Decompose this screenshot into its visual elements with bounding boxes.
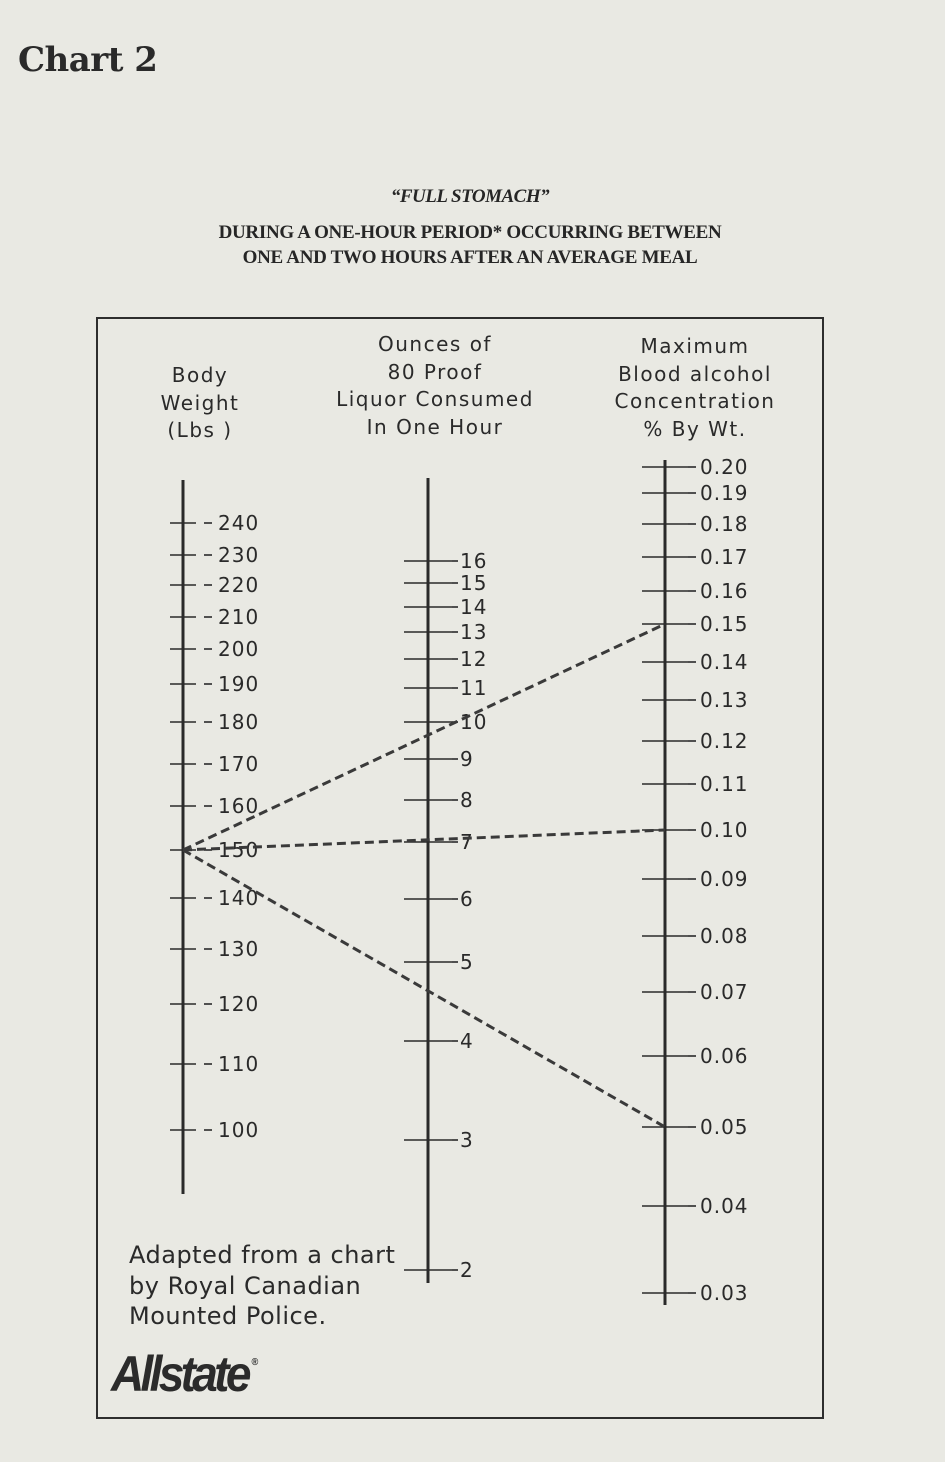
bac-tick-label: 0.17 [700,545,749,569]
bac-tick-label: 0.19 [700,481,749,505]
bac-axis-title-line: Maximum [640,334,750,358]
heading-line-2: ONE AND TWO HOURS AFTER AN AVERAGE MEAL [242,247,698,268]
bac-axis-title-line: % By Wt. [643,416,747,441]
logo-text: Allstate [111,1346,248,1402]
bac-tick-label: 0.06 [700,1044,749,1068]
bac-tick-label: 0.15 [700,612,749,636]
credit-note [129,1240,395,1332]
weight-tick-label: 180 [218,710,260,734]
ounces-tick-label: 3 [460,1128,474,1152]
bac-axis-title-line: Concentration [614,389,776,413]
example-dashed-line [183,850,665,1127]
bac-tick-label: 0.07 [700,980,749,1004]
bac-tick-label: 0.18 [700,512,749,536]
weight-tick-label: 170 [218,752,260,776]
weight-tick-label: 200 [218,637,260,661]
ounces-tick-label: 2 [460,1258,474,1282]
bac-tick-label: 0.04 [700,1194,749,1218]
ounces-tick-label: 11 [460,676,488,700]
ounces-tick-label: 15 [460,571,488,595]
ounces-tick-label: 6 [460,887,474,911]
weight-tick-label: 230 [218,543,260,567]
registered-mark: ® [251,1357,259,1368]
bac-axis-title-line: Blood alcohol [618,361,772,386]
bac-tick-label: 0.08 [700,924,749,948]
bac-tick-label: 0.12 [700,729,749,753]
credit-line: Adapted from a chart [129,1241,396,1269]
ounces-axis-title-line: Liquor Consumed [336,387,534,411]
weight-axis-title-line: Weight [160,390,240,415]
weight-tick-label: 190 [218,672,260,696]
weight-tick-label: 240 [218,511,260,535]
weight-axis-title-line: (Lbs ) [167,418,233,442]
ounces-tick-label: 4 [460,1029,474,1053]
bac-tick-label: 0.03 [700,1281,749,1305]
chart-subtitle: “FULL STOMACH” [390,186,550,207]
ounces-tick-label: 9 [460,747,474,771]
heading-line-1: DURING A ONE-HOUR PERIOD* OCCURRING BETWEEN [218,222,722,243]
credit-line: Mounted Police. [129,1302,327,1330]
ounces-axis-title-line: Ounces of [378,332,492,356]
bac-tick-label: 0.14 [700,650,749,674]
ounces-tick-label: 13 [460,620,488,644]
bac-tick-label: 0.10 [700,818,749,842]
ounces-tick-label: 8 [460,788,474,812]
bac-tick-label: 0.16 [700,579,749,603]
ounces-axis-title-line: 80 Proof [387,359,483,384]
weight-axis-title-line: Body [171,363,229,387]
allstate-logo [111,1345,258,1403]
weight-tick-label: 110 [218,1052,260,1076]
ounces-tick-label: 14 [460,595,488,619]
weight-tick-label: 100 [218,1118,260,1142]
weight-tick-label: 160 [218,794,260,818]
ounces-tick-label: 16 [460,549,488,573]
ounces-tick-label: 7 [460,830,474,854]
weight-tick-label: 120 [218,992,260,1016]
ounces-axis-title-line: In One Hour [366,414,504,439]
ounces-tick-label: 10 [460,710,488,734]
bac-tick-label: 0.11 [700,772,749,796]
credit-line: by Royal Canadian [129,1271,362,1300]
ounces-tick-label: 12 [460,647,488,671]
ounces-tick-label: 5 [460,950,474,974]
bac-tick-label: 0.09 [700,867,749,891]
bac-tick-label: 0.20 [700,455,749,479]
weight-tick-label: 210 [218,605,260,629]
weight-tick-label: 130 [218,937,260,961]
weight-tick-label: 220 [218,573,260,597]
bac-tick-label: 0.13 [700,688,749,712]
weight-tick-label: 140 [218,886,260,910]
bac-tick-label: 0.05 [700,1115,749,1139]
chart-label: Chart 2 [18,40,158,80]
weight-tick-label: 150 [218,838,260,862]
